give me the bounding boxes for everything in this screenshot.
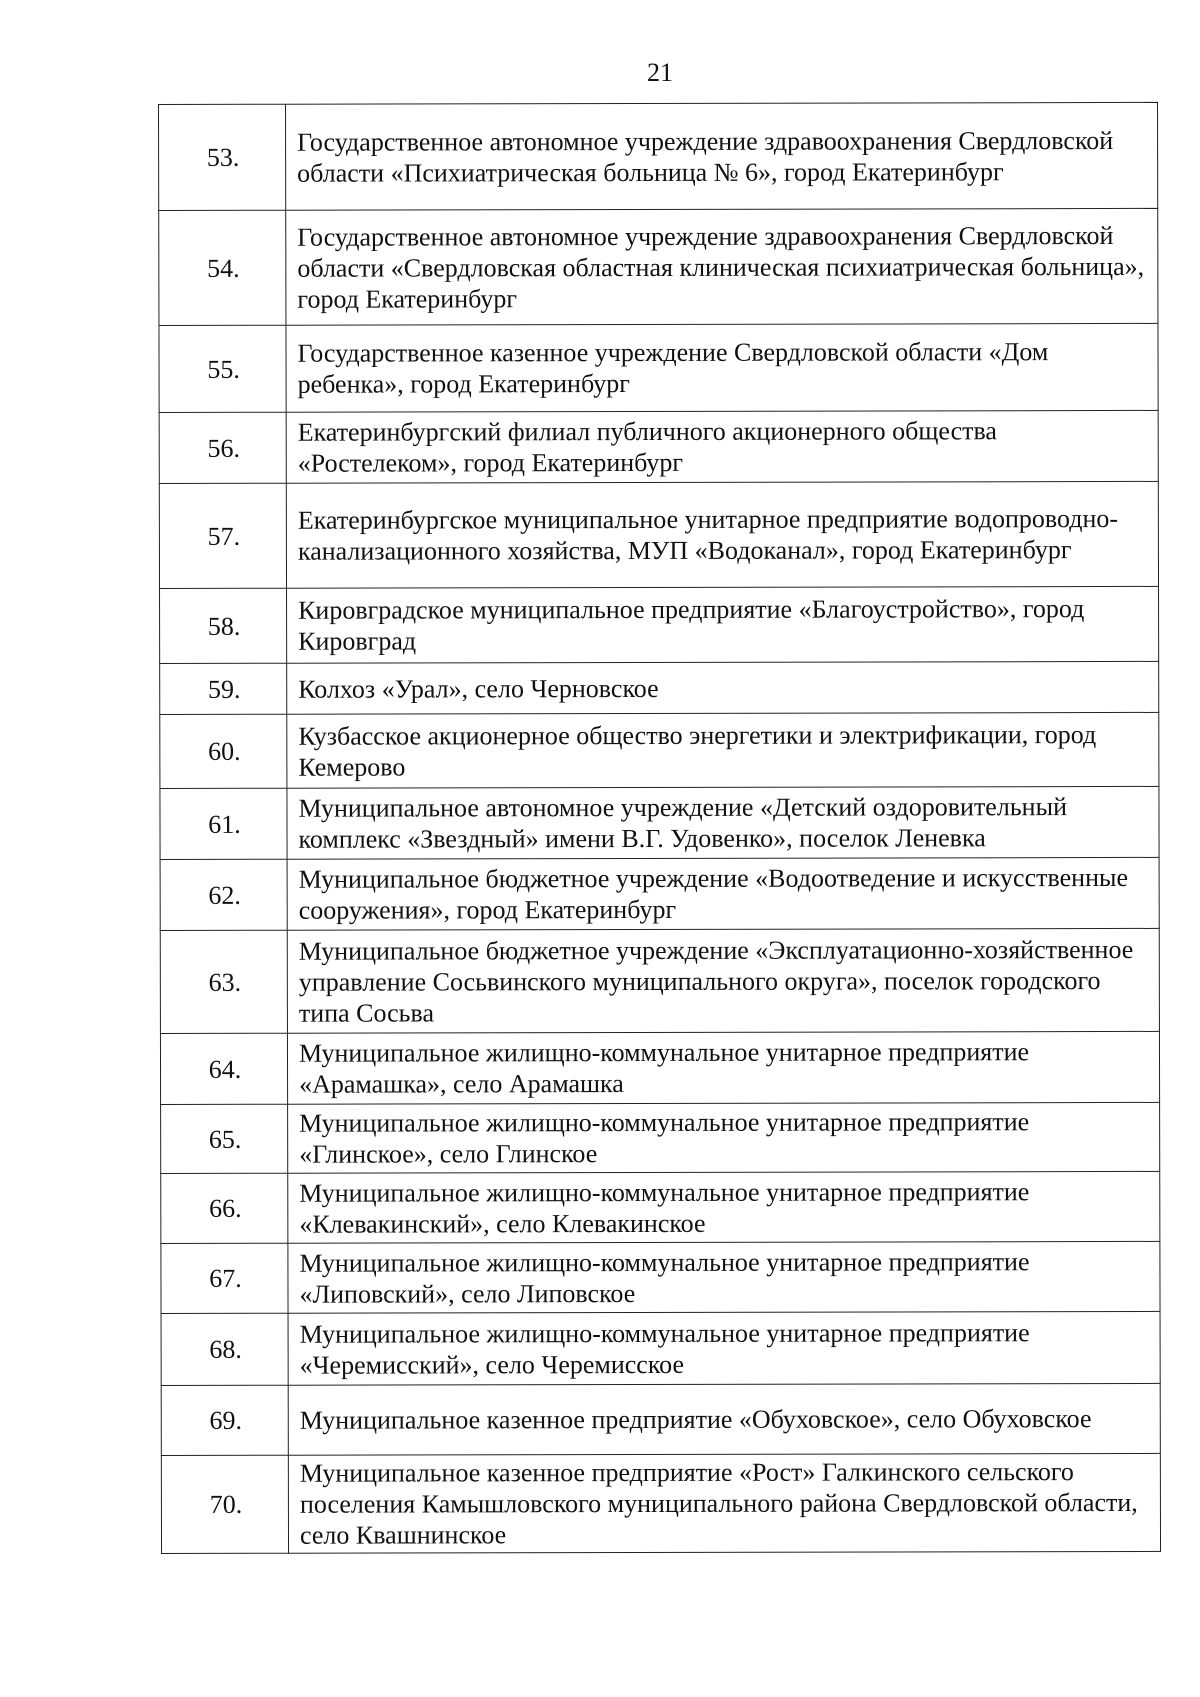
row-number: 65. <box>161 1104 288 1173</box>
organization-name: Муниципальное жилищно-коммунальное унитарное предприятие «Клевакинский», село Клевакинское <box>288 1171 1160 1243</box>
table-row <box>159 410 1158 483</box>
organization-name: Государственное казенное учреждение Свердловской области «Дом ребенка», город Екатеринбург <box>286 323 1158 412</box>
table-row <box>160 928 1159 1033</box>
organization-name: Государственное автономное учреждение здравоохранения Свердловской области «Психиатрическая больница № 6», город Екатеринбург <box>286 102 1158 210</box>
table-row <box>159 102 1158 210</box>
page-number: 21 <box>647 58 673 87</box>
organizations-table <box>158 102 1161 1554</box>
organization-name: Кировградское муниципальное предприятие «Благоустройство», город Кировград <box>287 586 1159 663</box>
row-number: 62. <box>160 859 287 930</box>
row-number: 57. <box>159 483 286 588</box>
organization-name: Муниципальное бюджетное учреждение «Эксплуатационно-хозяйственное управление Сосьвинского муниципального округа», поселок городского типа Сосьва <box>287 928 1159 1033</box>
table-row <box>160 857 1159 930</box>
table-row <box>160 786 1159 859</box>
organization-name: Государственное автономное учреждение здравоохранения Свердловской области «Свердловская областная клиническая психиатрическая больница», город Екатеринбург <box>286 208 1158 325</box>
row-number: 54. <box>159 210 286 325</box>
table-row <box>161 1241 1160 1313</box>
organization-name: Муниципальное автономное учреждение «Детский оздоровительный комплекс «Звездный» имени В.Г. Удовенко», поселок Леневка <box>287 786 1159 859</box>
row-number: 53. <box>159 104 286 210</box>
row-number: 59. <box>160 663 287 714</box>
row-number: 58. <box>160 588 287 663</box>
organization-name: Муниципальное жилищно-коммунальное унитарное предприятие «Глинское», село Глинское <box>288 1102 1160 1173</box>
row-number: 69. <box>161 1385 288 1455</box>
organization-name: Муниципальное казенное предприятие «Обуховское», село Обуховское <box>288 1383 1160 1455</box>
row-number: 63. <box>160 930 287 1033</box>
row-number: 55. <box>159 325 286 412</box>
organization-name: Екатеринбургское муниципальное унитарное предприятие водопроводно-канализационного хозяйства, МУП «Водоканал», город Екатеринбург <box>286 481 1158 588</box>
row-number: 67. <box>161 1243 288 1313</box>
organization-name: Кузбасское акционерное общество энергетики и электрификации, город Кемерово <box>287 712 1159 788</box>
organization-name: Колхоз «Урал», село Черновское <box>287 661 1159 714</box>
table-row <box>160 712 1159 788</box>
table-row <box>160 661 1159 714</box>
row-number: 61. <box>160 788 287 859</box>
table-row <box>160 1031 1159 1104</box>
row-number: 56. <box>159 412 286 483</box>
row-number: 68. <box>161 1313 288 1385</box>
table-row <box>159 208 1158 325</box>
row-number: 66. <box>161 1173 288 1243</box>
table-row <box>161 1171 1160 1243</box>
table-row <box>161 1311 1160 1385</box>
organization-name: Муниципальное казенное предприятие «Рост» Галкинского сельского поселения Камышловского муниципального района Свердловской области, село Квашнинское <box>288 1453 1160 1553</box>
table-row <box>159 323 1158 412</box>
organization-name: Екатеринбургский филиал публичного акционерного общества «Ростелеком», город Екатеринбург <box>286 410 1158 483</box>
organization-name: Муниципальное жилищно-коммунальное унитарное предприятие «Черемисский», село Черемисское <box>288 1311 1160 1385</box>
row-number: 60. <box>160 714 287 788</box>
table-row <box>160 586 1159 663</box>
table-row <box>161 1383 1160 1455</box>
organization-name: Муниципальное жилищно-коммунальное унитарное предприятие «Липовский», село Липовское <box>288 1241 1160 1313</box>
row-number: 70. <box>161 1455 288 1553</box>
organization-name: Муниципальное бюджетное учреждение «Водоотведение и искусственные сооружения», город Екатеринбург <box>287 857 1159 930</box>
table-row <box>159 481 1158 588</box>
organization-name: Муниципальное жилищно-коммунальное унитарное предприятие «Арамашка», село Арамашка <box>287 1031 1159 1104</box>
table-row <box>161 1102 1160 1173</box>
row-number: 64. <box>160 1033 287 1104</box>
table-row <box>161 1453 1160 1553</box>
